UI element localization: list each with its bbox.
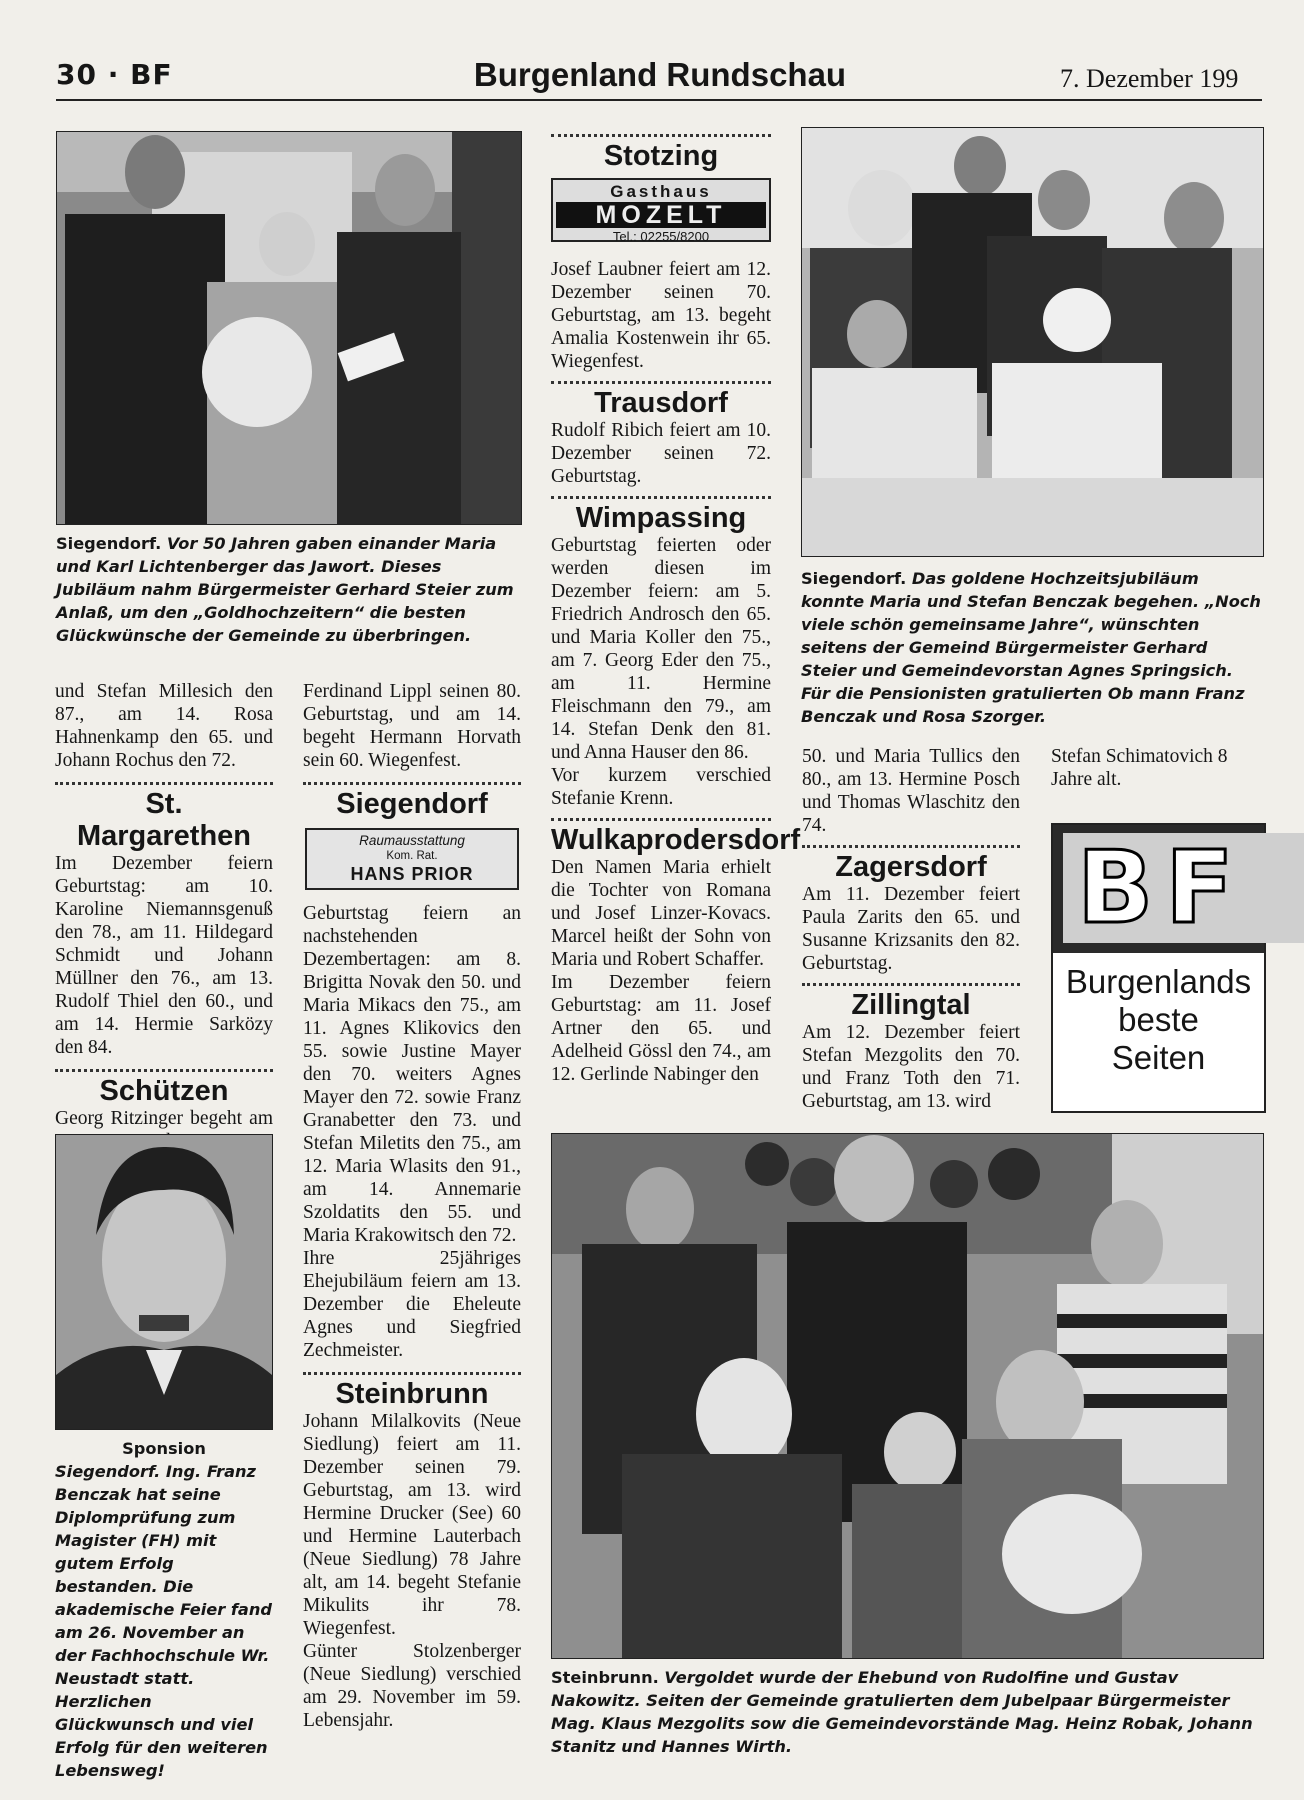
article-text: Johann Milalkovits (Neue Siedlung) feiert am 11. Dezember seinen 79. Geburtstag, am 13. wird Hermine Drucker (See) 60 und Hermine Lauterbach (Neue Siedlung) 78 Jahre alt, am 14. begeht Stefanie Mikulits ihr 78. Wiegenfest.	[303, 1411, 521, 1639]
ad-phone: Tel.: 02255/8200	[612, 229, 710, 244]
article-text: und Stefan Millesich den 87., am 14. Rosa Hahnenkamp den 65. und Johann Rochus den 72.	[55, 681, 273, 771]
article-text: Josef Laubner feiert am 12. Dezember seinen 70. Geburtstag, am 13. begeht Amalia Kostenwein ihr 65. Wiegenfest.	[551, 259, 771, 372]
divider	[55, 782, 273, 785]
issue-date: 7. Dezember 199	[1060, 64, 1239, 93]
column-4	[802, 745, 1020, 1113]
caption-portrait	[55, 1437, 273, 1782]
caption-text: Vor 50 Jahren gaben einander Maria und Karl Lichtenberger das Jawort. Dieses Jubiläum nahm Bürgermeister Gerhard Steier zum Anlaß, um den „Goldhochzeitern“ die besten Glückwünsche der Gemeinde zu überbringen.	[56, 534, 514, 645]
column-3	[551, 132, 801, 1086]
divider	[551, 496, 771, 499]
photo-benczak-couple	[801, 127, 1264, 557]
caption-text: Vergoldet wurde der Ehebund von Rudolfine und Gustav Nakowitz. Seiten der Gemeinde gratulierten dem Jubelpaar Bürgermeister Mag. Klaus Mezgolits sow die Gemeindevorstände Mag. Heinz Robak, Johann Stanitz und Hannes Wirth.	[551, 1668, 1253, 1756]
article-text: Geburtstag feiern an nachstehenden Dezembertagen: am 8. Brigitta Novak den 50. und Maria Mikacs den 75., am 11. Agnes Klikovics den 55. sowie Justine Mayer den 70. weiters Agnes Mayer den 72. sowie Franz Granabetter den 73. und Stefan Miletits den 75., am 12. Maria Wlasits den 91., am 14. Annemarie Szoldatits den 55. und Maria Krakowitsch den 72.	[303, 903, 521, 1246]
caption-text: Das goldene Hochzeitsjubiläum konnte Maria und Stefan Benczak begehen. „Noch viele schön gemeinsame Jahre“, wünschten seitens der Gemeind Bürgermeister Gerhard Steier und Gemeindevorstan Agnes Springsich. Für die Pensionisten gratulierten Ob mann Franz Benczak und Rosa Szorger.	[801, 569, 1261, 726]
divider	[551, 381, 771, 384]
ad-hans-prior	[305, 828, 519, 890]
bf-logo: BF	[1063, 833, 1304, 943]
caption-place: Siegendorf.	[56, 534, 162, 553]
article-text: Ihre 25jähriges Ehejubiläum feiern am 13. Dezember die Eheleute Agnes und Siegfried Zechmeister.	[303, 1248, 521, 1361]
article-text: Rudolf Ribich feiert am 10. Dezember seinen 72. Geburtstag.	[551, 420, 771, 487]
article-text: Georg Ritzinger begeht am	[55, 1108, 273, 1129]
article-text: Am 12. Dezember feiert Stefan Mezgolits den 70. und Franz Toth den 71. Geburtstag, am 13. wird	[802, 1022, 1020, 1112]
divider	[802, 983, 1020, 986]
divider	[551, 134, 771, 137]
caption-photo2	[801, 567, 1262, 726]
ad-line: Gasthaus	[610, 182, 712, 201]
column-2	[303, 680, 521, 1732]
ad-line: Raumausstattung	[359, 833, 465, 848]
heading-zillingtal: Zillingtal	[851, 989, 971, 1021]
photo-portrait-benczak	[55, 1134, 273, 1430]
bf-slogan: Burgenlands beste Seiten	[1065, 963, 1252, 1076]
heading-steinbrunn: Steinbrunn	[335, 1378, 489, 1410]
article-text: Im Dezember feiern Geburtstag: am 10. Karoline Niemannsgenuß den 78., am 11. Hildegard Schmidt und Johann Müllner den 76., am 13. Rudolf Thiel den 60., und am 14. Hermie Sarközy den 84.	[55, 853, 273, 1058]
ad-line: Kom. Rat.	[386, 850, 438, 862]
heading-stotzing: Stotzing	[603, 140, 719, 172]
newspaper-title: Burgenland Rundschau	[473, 56, 847, 93]
heading-trausdorf: Trausdorf	[594, 387, 728, 419]
divider	[551, 818, 771, 821]
caption-text: Siegendorf. Ing. Franz Benczak hat seine Diplomprüfung zum Magister (FH) mit gutem Erfolg bestanden. Die akademische Feier fand am 26. November an der Fachhochschule Wr. Neustadt statt. Herzlichen Glückwunsch und viel Erfolg für den weiteren Lebensweg!	[55, 1462, 272, 1780]
heading-wimpassing: Wimpassing	[575, 502, 747, 534]
article-text: Im Dezember feiern Geburtstag: am 11. Josef Artner den 65. und Adelheid Gössl den 74., am 12. Gerlinde Nabinger den	[551, 972, 771, 1085]
caption-photo1	[56, 532, 522, 647]
ad-name: MOZELT	[556, 202, 766, 228]
ad-name: HANS PRIOR	[350, 864, 474, 884]
divider	[303, 782, 521, 785]
article-text: Am 11. Dezember feiert Paula Zarits den 65. und Susanne Krizsanits den 82. Geburtstag.	[802, 884, 1020, 974]
photo-nakowitz-couple	[551, 1133, 1264, 1659]
heading-zagersdorf: Zagersdorf	[835, 851, 987, 883]
page-number: 30 · BF	[56, 58, 173, 91]
heading-siegendorf: Siegendorf	[336, 788, 488, 820]
article-text: Stefan Schimatovich 8 Jahre alt.	[1051, 746, 1228, 790]
bf-promo-box	[1051, 823, 1266, 1113]
divider	[802, 845, 1020, 848]
caption-place: Siegendorf.	[801, 569, 907, 588]
heading-schuetzen: Schützen	[99, 1075, 229, 1107]
heading-wulkaprodersdorf: Wulkaprodersdorf	[551, 824, 801, 856]
caption-photo3	[551, 1666, 1262, 1756]
caption-place: Steinbrunn.	[551, 1668, 659, 1687]
divider	[55, 1069, 273, 1072]
divider	[303, 1372, 521, 1375]
ad-gasthaus-mozelt	[551, 178, 771, 242]
article-text: Den Namen Maria erhielt die Tochter von Romana und Josef Linzer-Kovacs. Marcel heißt der Sohn von Maria und Robert Schaffer.	[551, 857, 771, 970]
bf-logo-band	[1053, 825, 1264, 953]
article-text: Vor kurzem verschied Stefanie Krenn.	[551, 765, 771, 809]
article-text: Ferdinand Lippl seinen 80. Geburtstag, und am 14. begeht Hermann Horvath sein 60. Wiegenfest.	[303, 681, 521, 771]
heading-st-margarethen: St. Margarethen	[76, 788, 252, 852]
article-text: 50. und Maria Tullics den 80., am 13. Hermine Posch und Thomas Wlaschitz den 74.	[802, 746, 1020, 836]
article-text: Günter Stolzenberger (Neue Siedlung) verschied am 29. November im 59. Lebensjahr.	[303, 1641, 521, 1731]
column-5	[1051, 745, 1262, 791]
article-text: Geburtstag feierten oder werden diesen im Dezember feiern: am 5. Friedrich Androsch den 65. und Maria Koller den 75., am 7. Georg Eder den 75., am 11. Hermine Fleischmann den 79., am 14. Stefan Denk den 81. und Anna Hauser den 86.	[551, 535, 771, 763]
caption-title: Sponsion	[122, 1439, 206, 1458]
column-1	[55, 680, 273, 1176]
photo-lichtenberger-couple	[56, 131, 522, 525]
header-rule	[56, 99, 1262, 101]
